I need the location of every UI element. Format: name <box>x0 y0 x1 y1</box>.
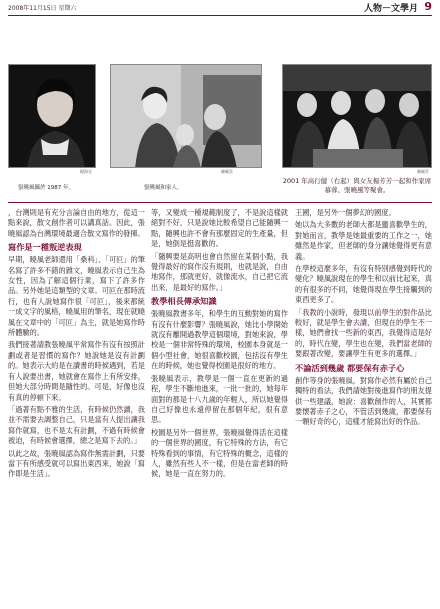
col3-paragraph-4: 創作等身的張曉風，對寫作必然有屬於自己獨特的看法，我們請她對後進寫作的朋友提供一些建議，她說：喜歡創作的人，其實都要懷著赤子之心，不管活到幾歲，都要保有一顆好奇的心，這樣才能寫出好的作品。 <box>295 375 432 427</box>
photo2-caption: 張曉風和家人。 <box>144 185 183 191</box>
header-rule <box>8 15 432 16</box>
col1-paragraph-2: 我們接著請教張曉風平常寫作有沒有按照計劃或者是習慣的寫作？她說她是沒有計劃的。她表示大約是在讀書的時候遇到，若是有人說要出書，她就會在寫作上有所安排，但她大部分時間是隨性的。可是，好像也沒有真的停頓下來。 <box>8 340 145 402</box>
col2-paragraph-3: 張曉風表示，教學是一個一直在更新的過程，學生不斷地進來，一批一批的，她每年面對的都是十八九歲的年輕人，所以她覺得自己好像也永遠停留在那個年紀，很有意思。 <box>151 373 288 425</box>
section-title: 人物－文學月 <box>363 4 418 14</box>
col3-paragraph-1: 王國，是另外一個夢幻的國度。 <box>295 208 396 217</box>
portrait-image <box>9 65 96 168</box>
photo1-credit: 楊海光 <box>80 169 92 174</box>
col1-paragraph-3: 以此之故，張曉風認為寫作無需計劃，只要當下有所感受就可以寫出東西來，她說「寫作即是生活」。 <box>8 448 145 479</box>
page-number: 9 <box>424 0 432 13</box>
gathering-image <box>283 65 432 168</box>
article-column-1 <box>8 208 145 603</box>
col1-quote: 「過著有點不雅的生活，有時候仍然讀，我並不需要去調整自己，只是當有人提出讓我寫作就寫，也不是太有計劃，不過有時候會被迫，有時候會選擇，總之是寫下去的。」 <box>8 404 145 446</box>
col2-quote: 「隨興要是高明也會自然留在某個小點，我覺得最好的寫作沒有規則，也就是說，自由地寫作，那就更好，就像流水，自己把它流出來，是最好的寫作。」 <box>151 251 288 292</box>
article-column-2 <box>151 208 288 603</box>
family-image <box>111 65 262 168</box>
photo1-caption: 張曉風攝於 1987 年。 <box>18 185 74 191</box>
photo2-credit: 陳佩雲 <box>221 169 233 174</box>
col2-paragraph-1: 等，又變成一種規範制度了，不是說這樣就絕對不好，只是說她比較希望自己能隨興一點，隨興也許不會有那麼固定的生產量，但是，她倒是挺喜歡的。 <box>151 208 288 249</box>
col2-paragraph-4: 校園是另外一個世界，張曉風覺得活在這樣的一個世界的國度，有它特殊的方法，有它特殊看到的事情，有它特殊的概念，這樣的人，雖然有些人不一樣，但是在當老師的時候，她是一直在努力的。 <box>151 427 288 479</box>
col3-paragraph-2: 她以為大多數的老師大都是蠻喜歡學生的，對她而言，教學是她最重要的工作之一，她雖然是作家，但老師的身分讓她覺得更有意義。 <box>295 220 432 261</box>
col3-quote: 「我教的小說時，發現以前學生的對作品比較好，就是學生會去讀，但現在的學生不一樣，她們會找一些新的東西，我覺得這是好的，時代在變，學生也在變，我們當老師的要跟著改變，要讓學生有更多的選擇。」 <box>295 307 432 359</box>
photo-gathering <box>282 64 432 168</box>
photo-family <box>110 64 262 168</box>
photo3-caption <box>282 177 432 195</box>
photo3-caption-line1: 2001 年高行健（右起）與女友楊芳芳一起和作家席 <box>282 177 432 185</box>
subhead-writing-rebellion: 寫作是一種叛逆表現 <box>8 242 82 253</box>
issue-date: 2008年11月15日 星期六 <box>8 5 77 12</box>
article-column-3 <box>295 208 432 603</box>
photo-rule <box>8 202 432 203</box>
subhead-teaching: 教學相長傳承知識 <box>151 296 217 307</box>
photo3-credit: 陳佩雲 <box>417 169 429 174</box>
col2-paragraph-2: 張曉風教書多年，和學生的互動對她的寫作有沒有什麼影響？張曉風說，她比小學開始就沒有離開過教學這個環境，對她來說，學校是一個非常特殊的環境，校園本身就是一個小型社會，她很喜歡校園，包括沒有學生在的時候，她也覺得校園是很好的地方。 <box>151 309 288 371</box>
photo-portrait <box>8 64 96 168</box>
col1-paragraph-1: 早期，曉風老師還用「桑科」、「可叵」的筆名寫了許多不錯的雜文，曉風表示自己生為女性，因為了解這個行業，寫下了許多作品。另外她是這類型的文章。可叵在那時流行，也有人說她寫作很「可叵」，後來都統一成文字的風格，曉風用的筆名，現在就曉風在文章中的「可叵」為主，就是她寫作時所體驗的。 <box>8 255 145 338</box>
page-header <box>0 0 440 15</box>
col3-paragraph-3: 在學校這麼多年，有沒有特別感覺到時代的變化？曉風說現在的學生和以前比起來，真的有很多的不同，她覺得現在學生接觸到的東西更多了。 <box>295 264 432 305</box>
col1-intro: ，台灣則是有充分言論自由的地方，從這一點來說，散文創作者可以講真話。因此，張曉風認為台灣環境最適合散文寫作的發揮。 <box>8 208 145 238</box>
photo3-caption-line2: 慕蓉、張曉風等聚會。 <box>324 186 390 194</box>
subhead-childlike-heart: 不論活到幾歲 都要保有赤子心 <box>295 362 405 373</box>
